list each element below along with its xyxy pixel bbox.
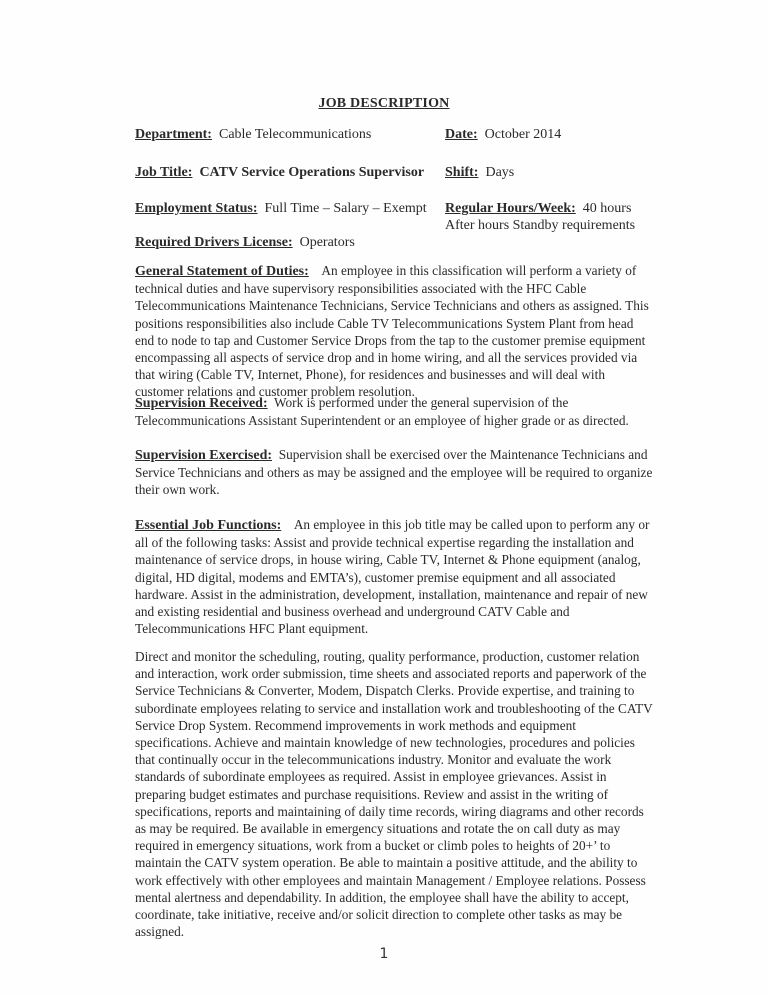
drivers-license-field xyxy=(135,234,355,252)
regular-hours-note: After hours Standby requirements xyxy=(445,218,636,233)
date-value: October 2014 xyxy=(484,127,562,142)
essential-functions-section xyxy=(135,516,655,637)
essential-functions-label: Essential Job Functions: xyxy=(135,518,282,533)
drivers-license-label: Required Drivers License: xyxy=(135,235,293,250)
date-label: Date: xyxy=(445,127,478,142)
shift-value: Days xyxy=(485,165,515,180)
employment-status-label: Employment Status: xyxy=(135,201,258,216)
regular-hours-value: 40 hours xyxy=(582,201,632,216)
employment-status-value: Full Time – Salary – Exempt xyxy=(264,201,427,216)
essential-functions-text: An employee in this job title may be called upon to perform any or all of the following tasks: Assist and provide technical expertise regarding the installation and maintenance of service drops, in house wiring, Cable TV, Internet & Phone equipment (analog, digital, HD digital, modems and EMTA’s), customer premise equipment and all associated hardware. Assist in the administration, development, installation, maintenance and repair of new and existing residential and business overhead and underground CATV Cable and Telecommunications HFC Plant equipment. xyxy=(135,517,650,637)
document-title: JOB DESCRIPTION xyxy=(318,96,450,111)
job-title-label: Job Title: xyxy=(135,165,193,180)
drivers-license-value: Operators xyxy=(299,235,355,250)
general-statement-text: An employee in this classification will perform a variety of technical duties and have supervisory responsibilities associated with the HFC Cable Telecommunications Maintenance Technicians, Service Technicians and others as assigned. This positions responsibilities also include Cable TV Telecommunications System Plant from head end to node to tap and Customer Service Drops from the tap to the customer premise equipment encompassing all aspects of service drop and in home wiring, and all the services provided via that wiring (Cable TV, Internet, Phone), for residences and businesses and will deal with customer relations and customer problem resolution. xyxy=(135,263,649,400)
department-label: Department: xyxy=(135,127,212,142)
shift-label: Shift: xyxy=(445,165,479,180)
supervision-exercised-text: Supervision shall be exercised over the Maintenance Technicians and Service Technicians and others as may be assigned and the employee will be required to organize their own work. xyxy=(135,447,653,498)
supervision-exercised-section xyxy=(135,446,655,499)
department-field xyxy=(135,126,371,144)
job-title-field xyxy=(135,164,424,182)
supervision-received-section xyxy=(135,394,655,429)
page-number: 1 xyxy=(379,946,389,962)
date-field xyxy=(445,126,561,144)
general-statement-label: General Statement of Duties: xyxy=(135,264,309,279)
regular-hours-field xyxy=(445,200,631,218)
employment-status-field xyxy=(135,200,427,218)
supervision-received-label: Supervision Received: xyxy=(135,396,268,411)
direct-monitor-text: Direct and monitor the scheduling, routing, quality performance, production, customer relation and interaction, work order submission, time sheets and associated reports and paperwork of the Service Technicians & Converter, Modem, Dispatch Clerks. Provide expertise, and training to subordinate employees relating to service and installation work and troubleshooting of the CATV Service Drop System. Recommend improvements in work methods and equipment specifications. Achieve and maintain knowledge of new technologies, procedures and policies that continually occur in the telecommunications industry. Monitor and evaluate the work standards of subordinate employees as required. Assist in employee grievances. Assist in preparing budget estimates and purchase requisitions. Review and assist in the writing of specifications, reports and maintaining of daily time records, wiring diagrams and other records as may be required. Be available in emergency situations and rotate the on call duty as may required in emergency situations, work from a bucket or climb poles to heights of 20+’ to maintain the CATV system operation. Be able to maintain a positive attitude, and the ability to work effectively with other employees and maintain Management / Employee relations. Possess mental alertness and dependability. In addition, the employee shall have the ability to accept, coordinate, take initiative, receive and/or solicit direction to complete other tasks as may be assigned. xyxy=(135,649,653,940)
supervision-exercised-label: Supervision Exercised: xyxy=(135,448,273,463)
direct-monitor-section xyxy=(135,648,655,940)
shift-field xyxy=(445,164,514,182)
supervision-received-text: Work is performed under the general supervision of the Telecommunications Assistant Superintendent or an employee of higher grade or as directed. xyxy=(135,395,629,429)
job-title-value: CATV Service Operations Supervisor xyxy=(199,165,425,180)
department-value: Cable Telecommunications xyxy=(218,127,372,142)
general-statement-section xyxy=(135,262,655,401)
regular-hours-label: Regular Hours/Week: xyxy=(445,201,576,216)
